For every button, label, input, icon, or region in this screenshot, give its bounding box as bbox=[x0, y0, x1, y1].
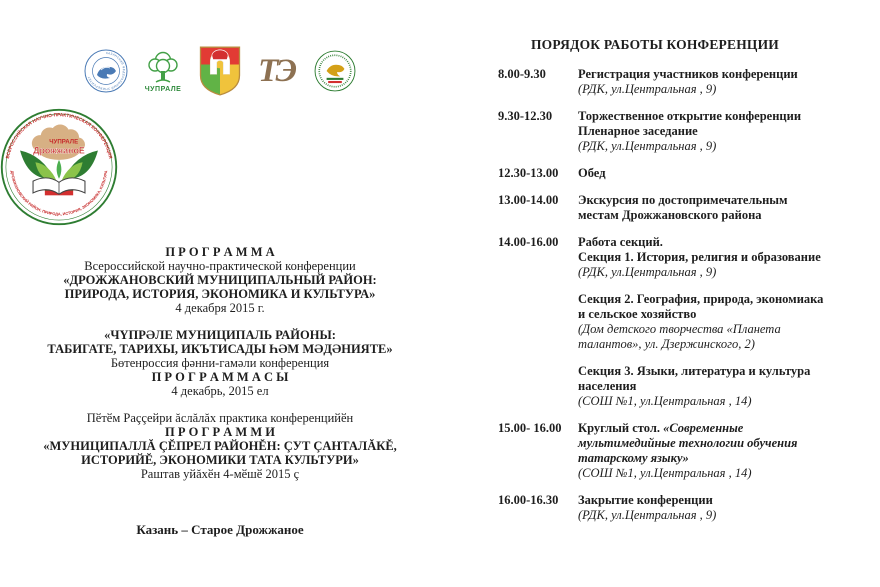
program-line: ПРИРОДА, ИСТОРИЯ, ЭКОНОМИКА И КУЛЬТУРА» bbox=[64, 287, 376, 301]
program-line: П Р О Г Р А М М А bbox=[165, 245, 275, 259]
schedule-description bbox=[578, 193, 843, 223]
schedule-line: талантов», ул. Дзержинского, 2) bbox=[578, 337, 755, 351]
program-line: Бөтенроссия фәнни-гамәли конференция bbox=[110, 356, 330, 370]
tatarstan-academy-logo-icon bbox=[314, 50, 356, 92]
schedule-description bbox=[578, 364, 843, 409]
schedule-time bbox=[498, 364, 578, 409]
tree-logo-label: ЧУПРАЛЕ bbox=[144, 85, 182, 93]
schedule-line: Работа секций. bbox=[578, 235, 663, 249]
schedule-description bbox=[578, 235, 843, 280]
schedule-entry bbox=[498, 292, 843, 352]
svg-text:КАЗАНСКИЙ ФЕДЕРАЛЬНЫЙ УНИВЕРСИ: КАЗАНСКИЙ ФЕДЕРАЛЬНЫЙ УНИВЕРСИТЕТ bbox=[86, 50, 127, 92]
schedule-line: (Дом детского творчества «Планета bbox=[578, 322, 781, 336]
program-line: П Р О Г Р А М М А С Ы bbox=[151, 370, 289, 384]
conference-emblem-icon bbox=[0, 108, 118, 226]
schedule-description bbox=[578, 67, 843, 97]
schedule-line: и сельское хозяйство bbox=[578, 307, 697, 321]
schedule-line: Закрытие конференции bbox=[578, 493, 713, 507]
schedule-line: Секция 1. История, религия и образование bbox=[578, 250, 821, 264]
schedule-description bbox=[578, 493, 843, 523]
schedule-line: Торжественное открытие конференции bbox=[578, 109, 802, 123]
schedule-line: (РДК, ул.Центральная , 9) bbox=[578, 508, 717, 522]
schedule-line: населения bbox=[578, 379, 637, 393]
kfu-university-logo-icon bbox=[84, 49, 128, 93]
schedule-line: (СОШ №1, ул.Центральная , 14) bbox=[578, 466, 752, 480]
schedule-line: (РДК, ул.Центральная , 9) bbox=[578, 82, 717, 96]
program-line: 4 декабрь, 2015 ел bbox=[171, 384, 269, 398]
footer-cities: Казань – Старое Дрожжаное bbox=[136, 522, 304, 537]
schedule-line: Секция 2. География, природа, экономиака bbox=[578, 292, 824, 306]
schedule-line: Экскурсия по достопримечательным bbox=[578, 193, 788, 207]
schedule-description bbox=[578, 166, 843, 181]
svg-text:ВСЕРОССИЙСКАЯ НАУЧНО-ПРАКТИЧЕС: ВСЕРОССИЙСКАЯ НАУЧНО-ПРАКТИЧЕСКАЯ КОНФЕРЕНЦИЯ bbox=[4, 112, 114, 159]
schedule-title: ПОРЯДОК РАБОТЫ КОНФЕРЕНЦИИ bbox=[530, 37, 780, 52]
program-line: «МУНИЦИПАЛЛĂ ÇĔПРЕЛ РАЙОНĔН: ÇУТ ÇАНТАЛĂКĔ, bbox=[43, 439, 397, 453]
schedule-description bbox=[578, 292, 843, 352]
schedule-entry bbox=[498, 193, 843, 223]
logos-row bbox=[0, 40, 440, 102]
program-line: ИСТОРИЙĔ, ЭКОНОМИКИ ТАТА КУЛЬТУРИ» bbox=[81, 453, 359, 467]
schedule-list bbox=[498, 67, 843, 523]
right-page bbox=[440, 0, 880, 587]
svg-text:ЧУПРАЛЕ: ЧУПРАЛЕ bbox=[49, 138, 79, 146]
schedule-time: 15.00- 16.00 bbox=[498, 421, 562, 435]
program-line: Раштав уйăхӗн 4-мӗшӗ 2015 ç bbox=[140, 467, 300, 481]
schedule-time: 9.30-12.30 bbox=[498, 109, 553, 123]
schedule-entry bbox=[498, 109, 843, 154]
program-block bbox=[28, 245, 412, 315]
program-block bbox=[28, 411, 412, 481]
schedule-time: 13.00-14.00 bbox=[498, 193, 559, 207]
schedule-line: Круглый стол. «Современные bbox=[578, 421, 744, 435]
program-line: «ДРОЖЖАНОВСКИЙ МУНИЦИПАЛЬНЫЙ РАЙОН: bbox=[63, 273, 377, 287]
schedule-description bbox=[578, 109, 843, 154]
tree-icon bbox=[144, 50, 182, 86]
program-line: Всероссийской научно-практической конференции bbox=[84, 259, 356, 273]
schedule-entry bbox=[498, 421, 843, 481]
program-line: П Р О Г Р А М М И bbox=[164, 425, 276, 439]
schedule-entry bbox=[498, 364, 843, 409]
tatar-encyclopedia-logo-icon: ТЭ bbox=[258, 52, 294, 89]
schedule-line: Обед bbox=[578, 166, 606, 180]
schedule-time: 12.30-13.00 bbox=[498, 166, 559, 180]
schedule-entry bbox=[498, 166, 843, 181]
program-line: «ЧҮПРӘЛЕ МУНИЦИПАЛЬ РАЙОНЫ: bbox=[104, 328, 336, 342]
schedule-time bbox=[498, 292, 578, 352]
svg-text:ДрожжаноЕ: ДрожжаноЕ bbox=[33, 145, 85, 156]
program-line: 4 декабря 2015 г. bbox=[175, 301, 265, 315]
schedule-entry bbox=[498, 235, 843, 280]
schedule-time: 14.00-16.00 bbox=[498, 235, 559, 249]
schedule-line: (РДК, ул.Центральная , 9) bbox=[578, 139, 717, 153]
schedule-line: (СОШ №1, ул.Центральная , 14) bbox=[578, 394, 752, 408]
chuprale-tree-logo-icon bbox=[144, 50, 182, 93]
schedule-time: 16.00-16.30 bbox=[498, 493, 559, 507]
schedule-time: 8.00-9.30 bbox=[498, 67, 546, 81]
schedule-entry bbox=[498, 67, 843, 97]
schedule-line: Секция 3. Языки, литература и культура bbox=[578, 364, 811, 378]
district-coat-of-arms-icon bbox=[198, 45, 242, 97]
program-line: ТАБИГАТЕ, ТАРИХЫ, ИКЪТИСАДЫ ҺӘМ МӘДӘНИЯТЕ» bbox=[47, 342, 393, 356]
schedule-line: мультимедийные технологии обучения bbox=[578, 436, 798, 450]
svg-text:ДРОЖЖАНОВСКИЙ РАЙОН: ПРИРОДА,: ДРОЖЖАНОВСКИЙ РАЙОН: ПРИРОДА, ИСТОРИЯ, ЭКОНОМИКА, КУЛЬТУРА bbox=[9, 170, 109, 217]
program-line: Пӗтӗм Раççейри ăслăлăх практика конференцийӗн bbox=[86, 411, 354, 425]
schedule-description bbox=[578, 421, 843, 481]
schedule-line: татарскому языку» bbox=[578, 451, 689, 465]
schedule-line: местам Дрожжановского района bbox=[578, 208, 762, 222]
schedule-line: (РДК, ул.Центральная , 9) bbox=[578, 265, 717, 279]
schedule-entry bbox=[498, 493, 843, 523]
program-block bbox=[28, 328, 412, 398]
schedule-line: Пленарное заседание bbox=[578, 124, 698, 138]
schedule-line: Регистрация участников конференции bbox=[578, 67, 798, 81]
program-blocks bbox=[28, 245, 412, 481]
